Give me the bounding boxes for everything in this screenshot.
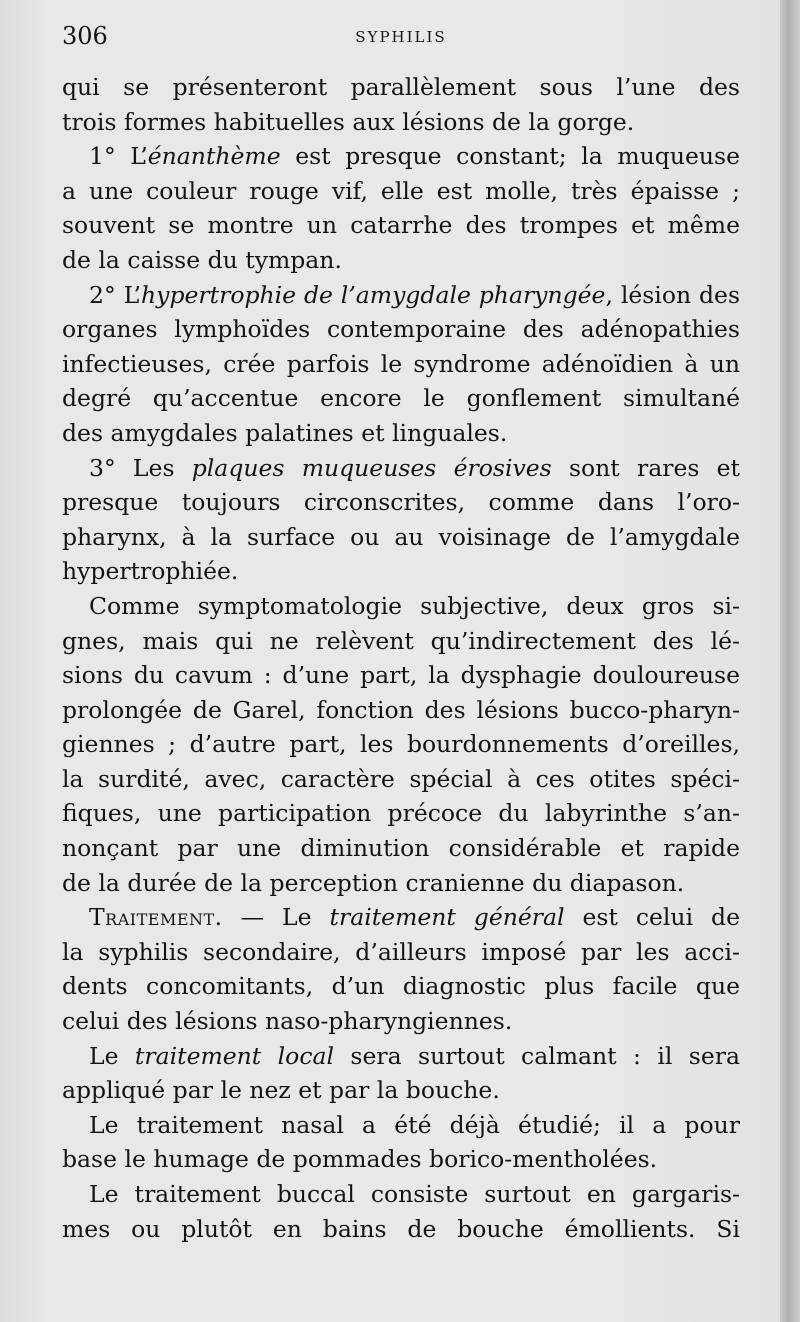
text-line: pharynx, à la surface ou au voisinage de l’amygdale xyxy=(62,522,740,551)
text-line: hypertrophiée. xyxy=(62,557,239,586)
text-line: dents concomitants, d’un diagnostic plus facile que xyxy=(62,972,740,1001)
text-line: 2° L’hypertrophie de l’amygdale pharyngée, lésion des xyxy=(89,280,741,309)
text-line: Comme symptomatologie subjective, deux gros si- xyxy=(89,591,740,620)
text-line: Le traitement nasal a été déjà étudié; il a pour xyxy=(89,1110,740,1139)
running-title: SYPHILIS xyxy=(355,28,447,46)
text-line: prolongée de Garel, fonction des lésions bucco-pharyn- xyxy=(62,695,740,724)
text-line: Le traitement local sera surtout calmant : il sera xyxy=(89,1041,740,1070)
italic-term: énanthème xyxy=(147,142,281,171)
body-text xyxy=(62,70,740,1246)
page-edge-shadow xyxy=(780,0,800,1322)
text-line: des amygdales palatines et linguales. xyxy=(62,418,508,447)
text-line: fiques, une participation précoce du labyrinthe s’an- xyxy=(62,799,740,828)
text-line: 3° Les plaques muqueuses érosives sont rares et xyxy=(89,453,741,482)
text-line: 1° L’énanthème est presque constant; la muqueuse xyxy=(89,142,740,171)
italic-term: hypertrophie de l’amygdale pharyngée xyxy=(141,280,606,309)
text-line: organes lymphoïdes contemporaine des adénopathies xyxy=(62,315,740,344)
text-line: gnes, mais qui ne relèvent qu’indirectement des lé- xyxy=(62,626,740,655)
text-line: de la caisse du tympan. xyxy=(62,245,342,274)
text-line: souvent se montre un catarrhe des trompes et même xyxy=(62,211,740,240)
text-line: sions du cavum : d’une part, la dysphagie douloureuse xyxy=(62,661,740,690)
section-heading: Traitement. xyxy=(89,903,223,932)
italic-term: traitement local xyxy=(134,1041,335,1070)
page-number: 306 xyxy=(62,22,108,50)
text-line: Le traitement buccal consiste surtout en gargaris- xyxy=(89,1180,740,1208)
text-line: la surdité, avec, caractère spécial à ces otites spéci- xyxy=(62,764,740,793)
text-line: degré qu’accentue encore le gonflement simultané xyxy=(62,384,740,413)
text-line: appliqué par le nez et par la bouche. xyxy=(62,1076,500,1105)
text-line: giennes ; d’autre part, les bourdonnements d’oreilles, xyxy=(62,730,740,759)
text-line: a une couleur rouge vif, elle est molle, très épaisse ; xyxy=(62,176,740,205)
text-line: Traitement. — Le traitement général est celui de xyxy=(89,903,740,932)
text-line: celui des lésions naso-pharyngiennes. xyxy=(62,1007,513,1036)
italic-term: plaques muqueuses érosives xyxy=(191,453,552,482)
text-line: nonçant par une diminution considérable et rapide xyxy=(62,834,740,863)
text-line: mes ou plutôt en bains de bouche émollients. Si xyxy=(62,1214,740,1243)
text-line: qui se présenteront parallèlement sous l’une des xyxy=(62,73,740,101)
text-line: presque toujours circonscrites, comme dans l’oro- xyxy=(62,488,740,517)
text-line: la syphilis secondaire, d’ailleurs imposé par les acci- xyxy=(62,937,740,966)
text-line: de la durée de la perception cranienne du diapason. xyxy=(62,868,685,897)
text-line: base le humage de pommades borico-mentholées. xyxy=(62,1145,658,1174)
running-head xyxy=(62,20,740,52)
text-line: infectieuses, crée parfois le syndrome adénoïdien à un xyxy=(62,349,740,378)
text-line: trois formes habituelles aux lésions de la gorge. xyxy=(62,107,635,136)
italic-term: traitement général xyxy=(329,903,565,932)
